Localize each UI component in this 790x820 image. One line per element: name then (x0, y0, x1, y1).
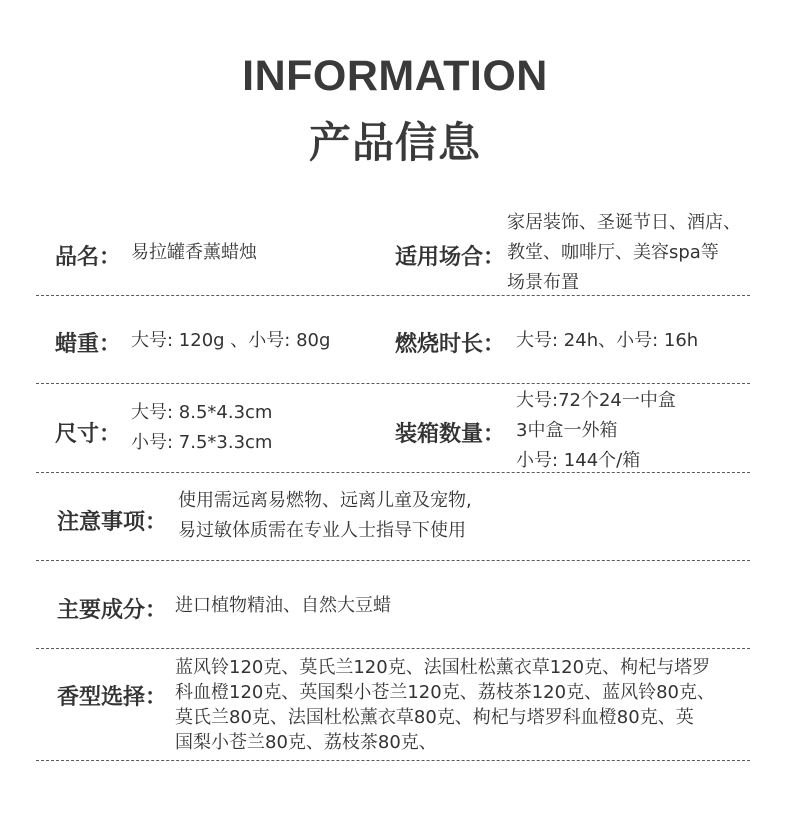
divider (36, 383, 750, 384)
divider (36, 295, 750, 296)
packing-line: 小号: 144个/箱 (516, 450, 641, 471)
divider (36, 760, 750, 761)
packing-value (516, 386, 676, 476)
title-english: INFORMATION (242, 52, 548, 100)
scene-line: 教堂、咖啡厅、美容spa等 (507, 242, 719, 263)
packing-label: 装箱数量： (395, 422, 506, 447)
scene-line: 家居装饰、圣诞节日、酒店、 (507, 212, 741, 233)
scene-label: 适用场合： (395, 245, 506, 270)
name-label: 品名： (55, 245, 122, 270)
size-label: 尺寸： (55, 422, 122, 447)
ingredients-label: 主要成分： (57, 598, 168, 623)
size-value (131, 398, 272, 458)
scene-value (507, 208, 741, 298)
divider (36, 648, 750, 649)
scents-line: 莫氏兰80克、法国杜松薰衣草80克、枸杞与塔罗科血橙80克、英 (175, 707, 694, 728)
scents-line: 蓝风铃120克、莫氏兰120克、法国杜松薰衣草120克、枸杞与塔罗 (175, 657, 711, 678)
ingredients-value: 进口植物精油、自然大豆蜡 (175, 595, 391, 616)
packing-line: 大号:72个24一中盒 (516, 390, 676, 411)
divider (36, 472, 750, 473)
scene-line: 场景布置 (507, 272, 579, 293)
packing-line: 3中盒一外箱 (516, 420, 618, 441)
burn-time-label: 燃烧时长： (395, 332, 506, 357)
notice-value (178, 486, 472, 546)
size-line: 大号: 8.5*4.3cm (131, 402, 273, 423)
notice-line: 易过敏体质需在专业人士指导下使用 (178, 520, 466, 541)
weight-value: 大号: 120g 、小号: 80g (131, 330, 331, 351)
notice-line: 使用需远离易燃物、远离儿童及宠物, (178, 490, 472, 511)
scents-value (175, 655, 715, 755)
divider (36, 560, 750, 561)
name-value: 易拉罐香薰蜡烛 (131, 242, 257, 263)
scents-line: 国梨小苍兰80克、荔枝茶80克、 (175, 732, 437, 753)
burn-time-value: 大号: 24h、小号: 16h (516, 330, 699, 351)
scents-line: 科血橙120克、英国梨小苍兰120克、荔枝茶120克、蓝风铃80克、 (175, 682, 715, 703)
title-chinese: 产品信息 (308, 118, 481, 167)
notice-label: 注意事项： (57, 510, 168, 535)
scents-label: 香型选择： (57, 685, 168, 710)
weight-label: 蜡重： (55, 332, 122, 357)
size-line: 小号: 7.5*3.3cm (131, 432, 273, 453)
